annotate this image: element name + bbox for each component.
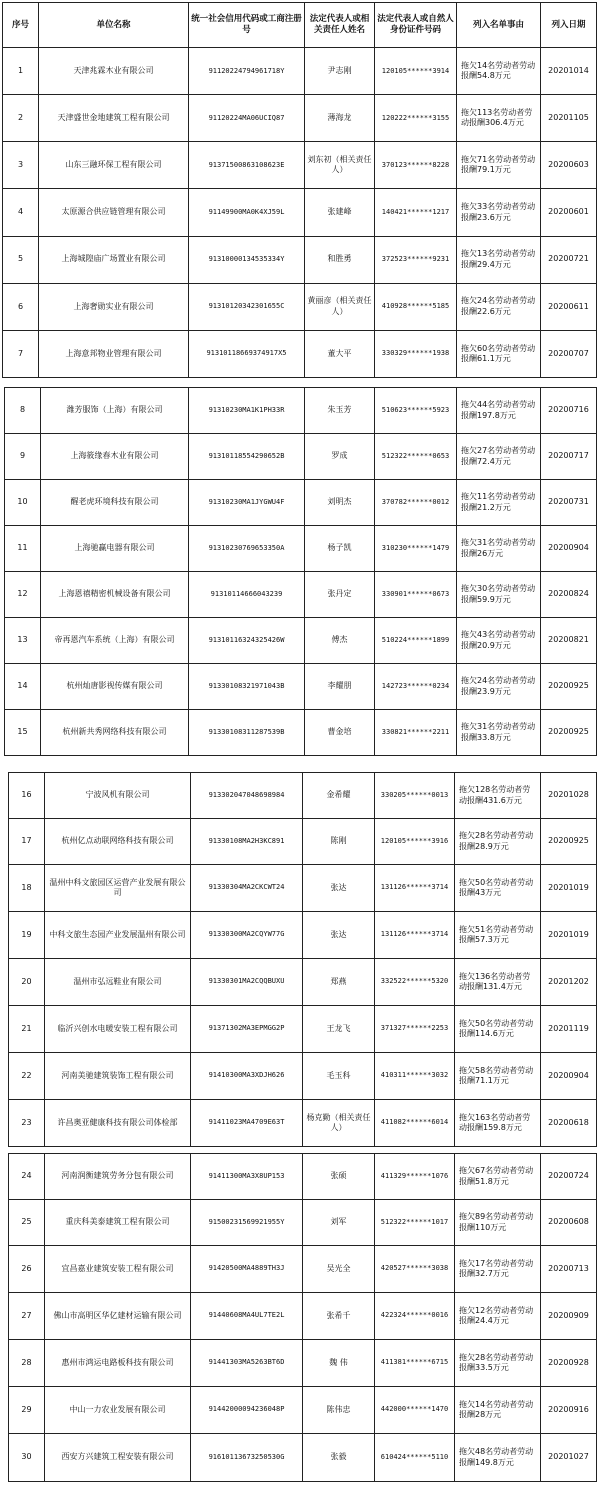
table-segment-2 xyxy=(4,387,597,756)
cell-code: 91310118554290652B xyxy=(189,434,305,480)
cell-no: 18 xyxy=(9,865,45,912)
cell-date: 20200601 xyxy=(541,189,597,236)
table-row xyxy=(3,283,597,330)
cell-name: 佛山市高明区华亿建材运输有限公司 xyxy=(45,1293,191,1340)
table-row xyxy=(9,1100,597,1147)
cell-date: 20201019 xyxy=(541,865,597,912)
cell-person: 张毅 xyxy=(303,1434,375,1482)
table-row xyxy=(9,1387,597,1434)
header-reason: 列入名单事由 xyxy=(457,3,541,48)
cell-no: 27 xyxy=(9,1293,45,1340)
cell-reason: 拖欠28名劳动者劳动报酬33.5万元 xyxy=(455,1340,541,1387)
cell-no: 22 xyxy=(9,1053,45,1100)
cell-no: 29 xyxy=(9,1387,45,1434)
cell-reason: 拖欠50名劳动者劳动报酬43万元 xyxy=(455,865,541,912)
table-row xyxy=(5,572,597,618)
table-row xyxy=(9,819,597,865)
cell-name: 天津盛世金地建筑工程有限公司 xyxy=(39,95,189,142)
cell-name: 上海筱缘春木业有限公司 xyxy=(41,434,189,480)
header-code: 统一社会信用代码或工商注册号 xyxy=(189,3,305,48)
cell-date: 20201105 xyxy=(541,95,597,142)
cell-id: 410928******5185 xyxy=(375,283,457,330)
cell-no: 2 xyxy=(3,95,39,142)
cell-date: 20200821 xyxy=(541,618,597,664)
cell-person: 郑燕 xyxy=(303,959,375,1006)
cell-date: 20200925 xyxy=(541,710,597,756)
cell-person: 黄丽彦（相关责任人） xyxy=(305,283,375,330)
cell-reason: 拖欠28名劳动者劳动报酬28.9万元 xyxy=(455,819,541,865)
cell-reason: 拖欠58名劳动者劳动报酬71.1万元 xyxy=(455,1053,541,1100)
cell-id: 512322******1017 xyxy=(375,1200,455,1246)
table-row xyxy=(5,388,597,434)
cell-date: 20200824 xyxy=(541,572,597,618)
cell-name: 杭州亿点动联网络科技有限公司 xyxy=(45,819,191,865)
cell-reason: 拖欠67名劳动者劳动报酬51.8万元 xyxy=(455,1154,541,1200)
cell-reason: 拖欠14名劳动者劳动报酬54.8万元 xyxy=(457,48,541,95)
cell-reason: 拖欠31名劳动者劳动报酬26万元 xyxy=(457,526,541,572)
cell-reason: 拖欠14名劳动者劳动报酬28万元 xyxy=(455,1387,541,1434)
cell-date: 20201019 xyxy=(541,912,597,959)
cell-id: 120222******3155 xyxy=(375,95,457,142)
cell-id: 330901******0673 xyxy=(375,572,457,618)
cell-code: 91310230769653350A xyxy=(189,526,305,572)
cell-date: 20200731 xyxy=(541,480,597,526)
table-row xyxy=(9,773,597,819)
cell-no: 7 xyxy=(3,330,39,377)
cell-name: 潍芳服饰（上海）有限公司 xyxy=(41,388,189,434)
table-row xyxy=(5,664,597,710)
cell-id: 330205******0013 xyxy=(375,773,455,819)
cell-code: 91371302MA3EPMGG2P xyxy=(191,1006,303,1053)
cell-person: 傅杰 xyxy=(305,618,375,664)
cell-code: 91500231569921955Y xyxy=(191,1200,303,1246)
table-row xyxy=(3,189,597,236)
cell-name: 宁波风机有限公司 xyxy=(45,773,191,819)
cell-name: 宜昌嘉业建筑安装工程有限公司 xyxy=(45,1246,191,1293)
cell-person: 张希千 xyxy=(303,1293,375,1340)
cell-no: 26 xyxy=(9,1246,45,1293)
cell-reason: 拖欠51名劳动者劳动报酬57.3万元 xyxy=(455,912,541,959)
cell-no: 5 xyxy=(3,236,39,283)
cell-person: 刘东初（相关责任人） xyxy=(305,142,375,189)
cell-reason: 拖欠24名劳动者劳动报酬23.9万元 xyxy=(457,664,541,710)
cell-no: 1 xyxy=(3,48,39,95)
cell-date: 20200611 xyxy=(541,283,597,330)
cell-id: 142723******0234 xyxy=(375,664,457,710)
cell-reason: 拖欠43名劳动者劳动报酬20.9万元 xyxy=(457,618,541,664)
cell-person: 陈刚 xyxy=(303,819,375,865)
cell-date: 20200916 xyxy=(541,1387,597,1434)
header-name: 单位名称 xyxy=(39,3,189,48)
table-row xyxy=(9,1200,597,1246)
cell-no: 25 xyxy=(9,1200,45,1246)
cell-no: 13 xyxy=(5,618,41,664)
cell-id: 420527******3038 xyxy=(375,1246,455,1293)
table-row xyxy=(3,236,597,283)
cell-name: 太原源合供应链管理有限公司 xyxy=(39,189,189,236)
cell-code: 913302047048698984 xyxy=(191,773,303,819)
cell-name: 杭州新共秀网络科技有限公司 xyxy=(41,710,189,756)
cell-date: 20200724 xyxy=(541,1154,597,1200)
cell-code: 91310230MA1K1PH33R xyxy=(189,388,305,434)
cell-name: 中科文旅生态园产业发展温州有限公司 xyxy=(45,912,191,959)
cell-name: 上海城隍庙广场置业有限公司 xyxy=(39,236,189,283)
cell-reason: 拖欠48名劳动者劳动报酬149.8万元 xyxy=(455,1434,541,1482)
cell-name: 醒老虎环境科技有限公司 xyxy=(41,480,189,526)
cell-code: 91310116324325426W xyxy=(189,618,305,664)
cell-no: 16 xyxy=(9,773,45,819)
table-row xyxy=(9,1053,597,1100)
cell-date: 20200618 xyxy=(541,1100,597,1147)
cell-name: 河南美驰建筑装饰工程有限公司 xyxy=(45,1053,191,1100)
cell-person: 罗成 xyxy=(305,434,375,480)
cell-id: 140421******1217 xyxy=(375,189,457,236)
cell-id: 120105******3916 xyxy=(375,819,455,865)
cell-name: 帝再恩汽车系统（上海）有限公司 xyxy=(41,618,189,664)
cell-code: 91330108311287539B xyxy=(189,710,305,756)
table-row xyxy=(9,912,597,959)
header-id: 法定代表人或自然人身份证件号码 xyxy=(375,3,457,48)
cell-reason: 拖欠11名劳动者劳动报酬21.2万元 xyxy=(457,480,541,526)
cell-no: 17 xyxy=(9,819,45,865)
cell-no: 15 xyxy=(5,710,41,756)
cell-date: 20200721 xyxy=(541,236,597,283)
cell-name: 温州中科文旅园区运营产业发展有限公司 xyxy=(45,865,191,912)
cell-code: 91442000094236048P xyxy=(191,1387,303,1434)
cell-reason: 拖欠31名劳动者劳动报酬33.8万元 xyxy=(457,710,541,756)
cell-code: 91330108321971043B xyxy=(189,664,305,710)
cell-person: 刘明杰 xyxy=(305,480,375,526)
table-segment-4 xyxy=(8,1153,597,1482)
table-row xyxy=(3,142,597,189)
cell-id: 411329******1076 xyxy=(375,1154,455,1200)
cell-date: 20200603 xyxy=(541,142,597,189)
table-row xyxy=(9,865,597,912)
cell-person: 尹志刚 xyxy=(305,48,375,95)
cell-name: 上海恩禧精密机械设备有限公司 xyxy=(41,572,189,618)
cell-person: 杨子凯 xyxy=(305,526,375,572)
cell-no: 14 xyxy=(5,664,41,710)
cell-code: 91310120342301655C xyxy=(189,283,305,330)
cell-name: 上海奢勋实业有限公司 xyxy=(39,283,189,330)
cell-reason: 拖欠50名劳动者劳动报酬114.6万元 xyxy=(455,1006,541,1053)
cell-person: 朱玉芳 xyxy=(305,388,375,434)
cell-code: 91120224MA06UCIQ87 xyxy=(189,95,305,142)
cell-name: 许昌奥亚健康科技有限公司体检部 xyxy=(45,1100,191,1147)
cell-id: 610424******5110 xyxy=(375,1434,455,1482)
cell-no: 19 xyxy=(9,912,45,959)
cell-name: 杭州灿唐影视传媒有限公司 xyxy=(41,664,189,710)
cell-id: 330329******1938 xyxy=(375,330,457,377)
table-row xyxy=(5,434,597,480)
cell-code: 91411023MA4709E63T xyxy=(191,1100,303,1147)
cell-person: 薄海龙 xyxy=(305,95,375,142)
cell-code: 91310114666043239 xyxy=(189,572,305,618)
cell-person: 曹金培 xyxy=(305,710,375,756)
cell-code: 91371500863108623E xyxy=(189,142,305,189)
table-segment-1 xyxy=(2,2,597,378)
cell-no: 30 xyxy=(9,1434,45,1482)
cell-code: 91330304MA2CKCWT24 xyxy=(191,865,303,912)
cell-no: 20 xyxy=(9,959,45,1006)
cell-date: 20200716 xyxy=(541,388,597,434)
cell-person: 毛玉科 xyxy=(303,1053,375,1100)
cell-reason: 拖欠136名劳动者劳动报酬131.4万元 xyxy=(455,959,541,1006)
cell-id: 370123******8228 xyxy=(375,142,457,189)
cell-person: 李耀朋 xyxy=(305,664,375,710)
cell-person: 吴光全 xyxy=(303,1246,375,1293)
cell-person: 杨克勤（相关责任人） xyxy=(303,1100,375,1147)
cell-date: 20200904 xyxy=(541,1053,597,1100)
cell-id: 371327******2253 xyxy=(375,1006,455,1053)
table-segment-3 xyxy=(8,772,597,1147)
cell-name: 重庆科美泰建筑工程有限公司 xyxy=(45,1200,191,1246)
cell-date: 20201027 xyxy=(541,1434,597,1482)
cell-id: 411082******6014 xyxy=(375,1100,455,1147)
cell-person: 张丹定 xyxy=(305,572,375,618)
cell-name: 中山一力农业发展有限公司 xyxy=(45,1387,191,1434)
header-no: 序号 xyxy=(3,3,39,48)
cell-person: 陈伟忠 xyxy=(303,1387,375,1434)
cell-reason: 拖欠12名劳动者劳动报酬24.4万元 xyxy=(455,1293,541,1340)
cell-date: 20200608 xyxy=(541,1200,597,1246)
cell-reason: 拖欠17名劳动者劳动报酬32.7万元 xyxy=(455,1246,541,1293)
cell-no: 12 xyxy=(5,572,41,618)
cell-code: 91149900MA0K4XJ59L xyxy=(189,189,305,236)
cell-code: 91330108MA2H3KC891 xyxy=(191,819,303,865)
cell-name: 河南润衡建筑劳务分包有限公司 xyxy=(45,1154,191,1200)
table-row xyxy=(5,618,597,664)
cell-id: 131126******3714 xyxy=(375,912,455,959)
cell-id: 510224******1899 xyxy=(375,618,457,664)
cell-name: 西安方兴建筑工程安装有限公司 xyxy=(45,1434,191,1482)
cell-id: 512322******0653 xyxy=(375,434,457,480)
cell-person: 董大平 xyxy=(305,330,375,377)
cell-date: 20201202 xyxy=(541,959,597,1006)
cell-no: 24 xyxy=(9,1154,45,1200)
cell-date: 20200707 xyxy=(541,330,597,377)
cell-reason: 拖欠128名劳动者劳动报酬431.6万元 xyxy=(455,773,541,819)
cell-id: 330821******2211 xyxy=(375,710,457,756)
cell-person: 魏 伟 xyxy=(303,1340,375,1387)
cell-reason: 拖欠113名劳动者劳动报酬306.4万元 xyxy=(457,95,541,142)
table-row xyxy=(5,526,597,572)
cell-date: 20200717 xyxy=(541,434,597,480)
table-row xyxy=(9,1006,597,1053)
cell-id: 372523******9231 xyxy=(375,236,457,283)
cell-id: 120105******3914 xyxy=(375,48,457,95)
cell-id: 370782******0012 xyxy=(375,480,457,526)
cell-no: 11 xyxy=(5,526,41,572)
cell-reason: 拖欠30名劳动者劳动报酬59.9万元 xyxy=(457,572,541,618)
table-row xyxy=(3,95,597,142)
cell-id: 332522******5320 xyxy=(375,959,455,1006)
cell-code: 91310000134535334Y xyxy=(189,236,305,283)
cell-no: 3 xyxy=(3,142,39,189)
cell-no: 8 xyxy=(5,388,41,434)
cell-date: 20200928 xyxy=(541,1340,597,1387)
table-row xyxy=(9,1293,597,1340)
cell-code: 91411300MA3X8UP153 xyxy=(191,1154,303,1200)
cell-id: 422324******0016 xyxy=(375,1293,455,1340)
cell-id: 131126******3714 xyxy=(375,865,455,912)
cell-code: 91610113673250530G xyxy=(191,1434,303,1482)
cell-person: 刘军 xyxy=(303,1200,375,1246)
cell-no: 4 xyxy=(3,189,39,236)
cell-person: 金希耀 xyxy=(303,773,375,819)
cell-id: 411381******6715 xyxy=(375,1340,455,1387)
cell-date: 20200925 xyxy=(541,819,597,865)
cell-name: 温州市弘远鞋业有限公司 xyxy=(45,959,191,1006)
cell-no: 21 xyxy=(9,1006,45,1053)
cell-person: 和胜勇 xyxy=(305,236,375,283)
cell-date: 20201014 xyxy=(541,48,597,95)
cell-date: 20201119 xyxy=(541,1006,597,1053)
cell-name: 上海驰赢电器有限公司 xyxy=(41,526,189,572)
table-row xyxy=(5,480,597,526)
cell-id: 310230******1479 xyxy=(375,526,457,572)
cell-reason: 拖欠33名劳动者劳动报酬23.6万元 xyxy=(457,189,541,236)
cell-person: 张达 xyxy=(303,912,375,959)
cell-id: 410311******3032 xyxy=(375,1053,455,1100)
cell-name: 临沂兴创水电暖安装工程有限公司 xyxy=(45,1006,191,1053)
cell-date: 20200909 xyxy=(541,1293,597,1340)
cell-no: 10 xyxy=(5,480,41,526)
cell-name: 山东三融环保工程有限公司 xyxy=(39,142,189,189)
cell-no: 28 xyxy=(9,1340,45,1387)
table-row xyxy=(9,959,597,1006)
table-row xyxy=(3,48,597,95)
cell-reason: 拖欠24名劳动者劳动报酬22.6万元 xyxy=(457,283,541,330)
cell-id: 510623******5923 xyxy=(375,388,457,434)
cell-code: 91310230MA1JYGWU4F xyxy=(189,480,305,526)
cell-code: 91410300MA3XDJH626 xyxy=(191,1053,303,1100)
cell-person: 张建峰 xyxy=(305,189,375,236)
cell-reason: 拖欠13名劳动者劳动报酬29.4万元 xyxy=(457,236,541,283)
cell-code: 91420500MA4889TH3J xyxy=(191,1246,303,1293)
table-row xyxy=(5,710,597,756)
cell-reason: 拖欠44名劳动者劳动报酬197.8万元 xyxy=(457,388,541,434)
cell-reason: 拖欠71名劳动者劳动报酬79.1万元 xyxy=(457,142,541,189)
cell-code: 91330300MA2CQYW77G xyxy=(191,912,303,959)
table-row xyxy=(9,1246,597,1293)
table-row xyxy=(9,1434,597,1482)
cell-person: 张达 xyxy=(303,865,375,912)
cell-reason: 拖欠163名劳动者劳动报酬159.8万元 xyxy=(455,1100,541,1147)
cell-no: 9 xyxy=(5,434,41,480)
table-header-row xyxy=(3,3,597,48)
header-person: 法定代表人或相关责任人姓名 xyxy=(305,3,375,48)
cell-name: 天津兆霖木业有限公司 xyxy=(39,48,189,95)
header-date: 列入日期 xyxy=(541,3,597,48)
cell-date: 20200904 xyxy=(541,526,597,572)
cell-code: 91440608MA4UL7TE2L xyxy=(191,1293,303,1340)
cell-code: 91441303MA5263BT6D xyxy=(191,1340,303,1387)
table-row xyxy=(3,330,597,377)
cell-person: 王龙飞 xyxy=(303,1006,375,1053)
cell-code: 91120224794961718Y xyxy=(189,48,305,95)
cell-reason: 拖欠27名劳动者劳动报酬72.4万元 xyxy=(457,434,541,480)
table-row xyxy=(9,1154,597,1200)
cell-id: 442000******1470 xyxy=(375,1387,455,1434)
cell-reason: 拖欠89名劳动者劳动报酬110万元 xyxy=(455,1200,541,1246)
table-row xyxy=(9,1340,597,1387)
cell-code: 91330301MA2CQQBUXU xyxy=(191,959,303,1006)
cell-name: 上海意邦物业管理有限公司 xyxy=(39,330,189,377)
cell-code: 91310118669374917X5 xyxy=(189,330,305,377)
cell-date: 20200925 xyxy=(541,664,597,710)
cell-no: 6 xyxy=(3,283,39,330)
cell-reason: 拖欠60名劳动者劳动报酬61.1万元 xyxy=(457,330,541,377)
cell-no: 23 xyxy=(9,1100,45,1147)
cell-date: 20201028 xyxy=(541,773,597,819)
cell-name: 惠州市鸿运电路板科技有限公司 xyxy=(45,1340,191,1387)
cell-date: 20200713 xyxy=(541,1246,597,1293)
cell-person: 张硕 xyxy=(303,1154,375,1200)
